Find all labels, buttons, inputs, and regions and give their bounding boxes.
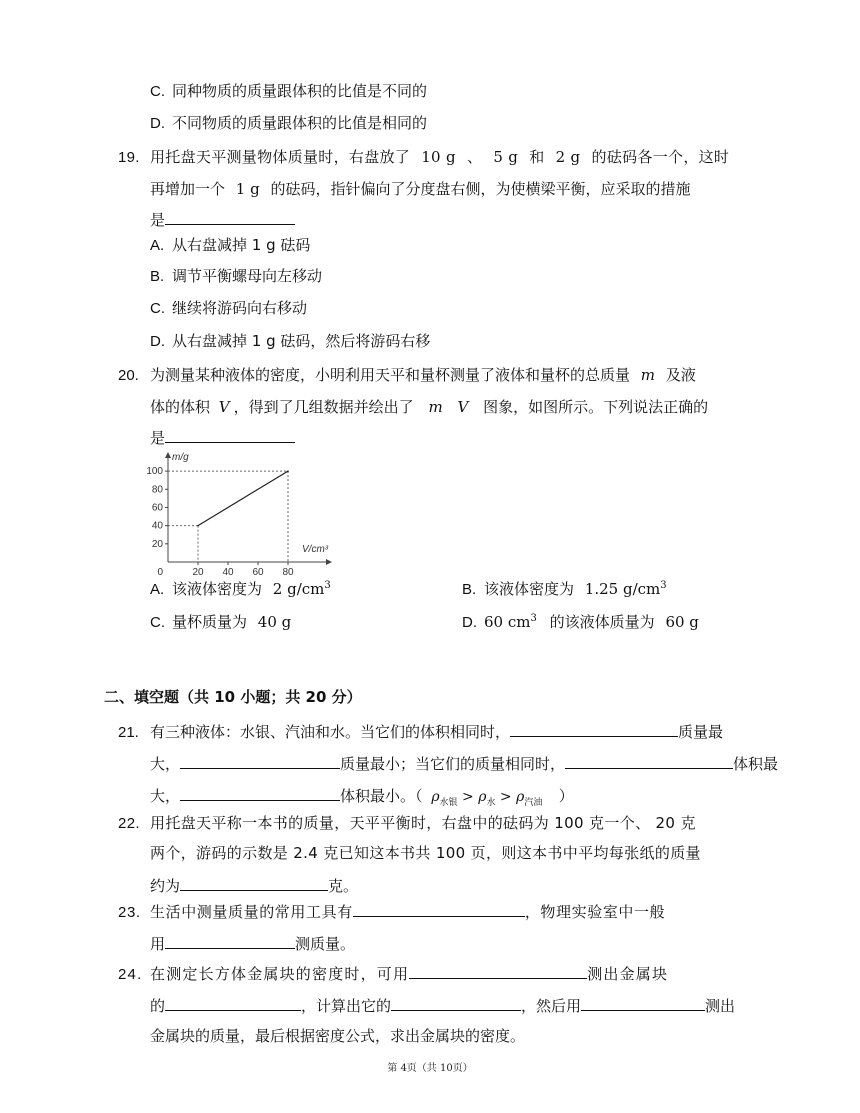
x-tick-label: 40	[222, 567, 234, 575]
y-tick-label: 40	[151, 520, 163, 532]
answer-blank[interactable]	[180, 874, 328, 891]
q22-line-2	[150, 842, 701, 864]
option-text: 调节平衡螺母向左移动	[172, 267, 323, 285]
q18-option-d	[150, 112, 427, 135]
variable-v: V	[218, 398, 230, 416]
q19-option-b	[150, 265, 322, 288]
q20-line-1	[118, 364, 696, 387]
x-axis-label: V/cm³	[302, 544, 329, 555]
y-axis-arrow	[165, 452, 171, 458]
answer-blank[interactable]	[165, 932, 295, 949]
option-text: 从右盘减掉 1 g 砝码，然后将游码右移	[172, 332, 431, 350]
q19-line-2	[150, 178, 691, 200]
option-text: 该液体密度为	[484, 580, 575, 598]
greater-than: >	[499, 789, 512, 805]
superscript: 3	[530, 613, 537, 624]
subscript: 汽油	[524, 797, 543, 808]
q20-option-d	[462, 611, 699, 634]
q24-line-2	[150, 994, 735, 1017]
data-point	[197, 525, 199, 527]
q24-line-1	[118, 962, 668, 986]
q20-option-c	[150, 611, 291, 634]
rho-symbol: ρ	[478, 789, 487, 805]
question-number: 24.	[118, 966, 143, 983]
q23-line-1	[118, 900, 665, 924]
option-letter: D.	[150, 115, 165, 132]
question-text: 大，	[150, 787, 181, 805]
question-text: 金属块的质量，最后根据密度公式，求出金属块的密度。	[150, 1027, 526, 1045]
x-tick-label: 20	[192, 567, 204, 575]
question-text: ，得到了几组数据并绘出了	[233, 398, 414, 416]
question-text: 体积最	[733, 755, 779, 773]
question-number: 21.	[118, 724, 139, 741]
question-text: 为测量某种液体的密度，小明利用天平和量杯测量了液体和量杯的总质量	[150, 366, 631, 384]
option-letter: D.	[150, 333, 165, 350]
subscript: 水	[486, 797, 496, 808]
question-text: 用	[150, 935, 166, 953]
option-text: 不同物质的质量跟体积的比值是相同的	[172, 114, 428, 132]
answer-blank[interactable]	[391, 994, 521, 1011]
option-letter: D.	[462, 614, 477, 631]
question-text: 有三种液体：水银、汽油和水。当它们的体积相同时，	[150, 723, 511, 741]
q21-line-3	[150, 784, 574, 808]
option-letter: C.	[150, 83, 165, 100]
answer-blank[interactable]	[180, 784, 340, 801]
q20-line-3	[150, 426, 295, 449]
answer-blank[interactable]	[165, 426, 295, 443]
q20-option-b	[462, 578, 667, 601]
y-tick-label: 80	[151, 484, 163, 496]
question-text: ，然后用	[521, 997, 582, 1015]
subscript: 水银	[439, 797, 458, 808]
y-tick-label: 100	[146, 466, 163, 478]
question-text: 质量最	[678, 723, 724, 741]
m-v-chart	[140, 450, 340, 575]
q19-option-c	[150, 297, 307, 320]
option-text: 继续将游码向右移动	[172, 299, 308, 317]
volume-value: 60 cm	[484, 613, 531, 631]
question-text: 测质量。	[295, 935, 356, 953]
option-text: 的该液体质量为	[549, 613, 655, 631]
x-axis-arrow	[326, 559, 332, 565]
question-number: 23.	[118, 904, 141, 921]
mass-value: 1 g	[235, 180, 260, 198]
answer-blank[interactable]	[510, 720, 678, 737]
option-letter: A.	[150, 237, 165, 254]
question-text: ，物理实验室中一般	[524, 903, 666, 921]
superscript: 3	[324, 580, 331, 591]
q19-line-3	[150, 208, 295, 231]
mass-value: 60 g	[665, 613, 699, 631]
q23-line-2	[150, 932, 355, 955]
q21-line-2	[150, 752, 778, 775]
page-footer: 第 4页（共 10页）	[387, 1063, 473, 1074]
option-text: 该液体密度为	[172, 580, 263, 598]
origin-label: 0	[157, 567, 163, 575]
y-axis-label: m/g	[172, 452, 189, 463]
mass-value: 40 g	[257, 613, 292, 631]
question-number: 22.	[118, 815, 140, 832]
variable-m: m	[640, 366, 656, 384]
q18-option-c	[150, 80, 427, 103]
variable-m: m	[428, 398, 443, 416]
option-letter: C.	[150, 300, 165, 317]
q21-line-1	[118, 720, 723, 744]
q19-option-a	[150, 234, 310, 257]
superscript: 3	[660, 580, 667, 591]
question-text: 约为	[150, 877, 181, 895]
question-text: ）	[558, 787, 574, 805]
m-v-graph	[140, 450, 340, 575]
answer-blank[interactable]	[565, 752, 733, 769]
q20-option-a	[150, 578, 331, 601]
question-text: 生活中测量质量的常用工具有	[150, 903, 353, 921]
question-text: 两个，游码的示数是 2.4 克已知这本书共 100 页，则这本书中平均每张纸的质量	[150, 844, 701, 862]
section-title: 二、填空题（共 10 小题；共 20 分）	[104, 688, 362, 706]
option-text: 从右盘减掉 1 g 砝码	[172, 236, 311, 254]
question-text: 再增加一个	[150, 180, 226, 198]
q19-option-d	[150, 330, 430, 353]
option-letter: B.	[150, 268, 165, 285]
series-line	[198, 471, 288, 526]
rho-symbol: ρ	[431, 789, 440, 805]
question-text: 体积最小。（	[340, 787, 423, 805]
answer-blank[interactable]	[165, 208, 295, 225]
question-number: 20.	[118, 367, 139, 384]
mass-value: 10 g	[421, 148, 456, 166]
question-text: 的砝码，指针偏向了分度盘右侧，为使横梁平衡，应采取的措施	[270, 180, 691, 198]
question-text: 是	[150, 429, 166, 447]
question-text: 克。	[328, 877, 359, 895]
q24-line-3	[150, 1025, 525, 1047]
y-tick-label: 20	[151, 538, 163, 550]
q22-line-3	[150, 874, 358, 897]
answer-blank[interactable]	[180, 752, 340, 769]
question-text: 的	[150, 997, 166, 1015]
density-value: 1.25 g/cm	[584, 580, 661, 598]
question-text: 测出	[705, 997, 736, 1015]
question-text: 测出金属块	[587, 965, 669, 983]
question-text: 用托盘天平称一本书的质量，天平平衡时，右盘中的砝码为 100 克一个、 20 克	[150, 814, 696, 832]
y-tick-label: 60	[151, 502, 163, 514]
rho-symbol: ρ	[516, 789, 525, 805]
option-letter: C.	[150, 614, 165, 631]
question-text: 体的体积	[150, 398, 211, 416]
option-letter: B.	[462, 581, 477, 598]
data-point	[287, 470, 289, 472]
question-text: 大，	[150, 755, 181, 773]
separator: 、	[466, 148, 483, 166]
variable-v: V	[457, 398, 469, 416]
density-value: 2 g/cm	[272, 580, 325, 598]
question-number: 19.	[118, 149, 140, 166]
question-text: 的砝码各一个，这时	[591, 148, 730, 166]
question-text: ，计算出它的	[301, 997, 392, 1015]
conjunction: 和	[529, 148, 545, 166]
q19-line-1	[118, 146, 729, 169]
x-tick-label: 80	[282, 567, 294, 575]
mass-value: 5 g	[493, 148, 519, 166]
q22-line-1	[118, 812, 696, 835]
question-text: 质量最小；当它们的质量相同时，	[340, 755, 566, 773]
mass-value: 2 g	[555, 148, 581, 166]
question-text: 及液	[665, 366, 696, 384]
x-tick-label: 60	[252, 567, 264, 575]
option-text: 同种物质的质量跟体积的比值是不同的	[172, 82, 428, 100]
answer-blank[interactable]	[353, 900, 525, 917]
answer-blank[interactable]	[581, 994, 705, 1011]
answer-blank[interactable]	[165, 994, 301, 1011]
question-text: 是	[150, 211, 166, 229]
q20-line-2	[150, 396, 708, 418]
answer-blank[interactable]	[409, 962, 587, 979]
question-text: 在测定长方体金属块的密度时，可用	[150, 965, 410, 983]
question-text: 用托盘天平测量物体质量时，右盘放了	[150, 148, 411, 166]
option-letter: A.	[150, 581, 165, 598]
option-text: 量杯质量为	[172, 613, 248, 631]
greater-than: >	[462, 789, 474, 805]
question-text: 图象，如图所示。下列说法正确的	[483, 398, 709, 416]
